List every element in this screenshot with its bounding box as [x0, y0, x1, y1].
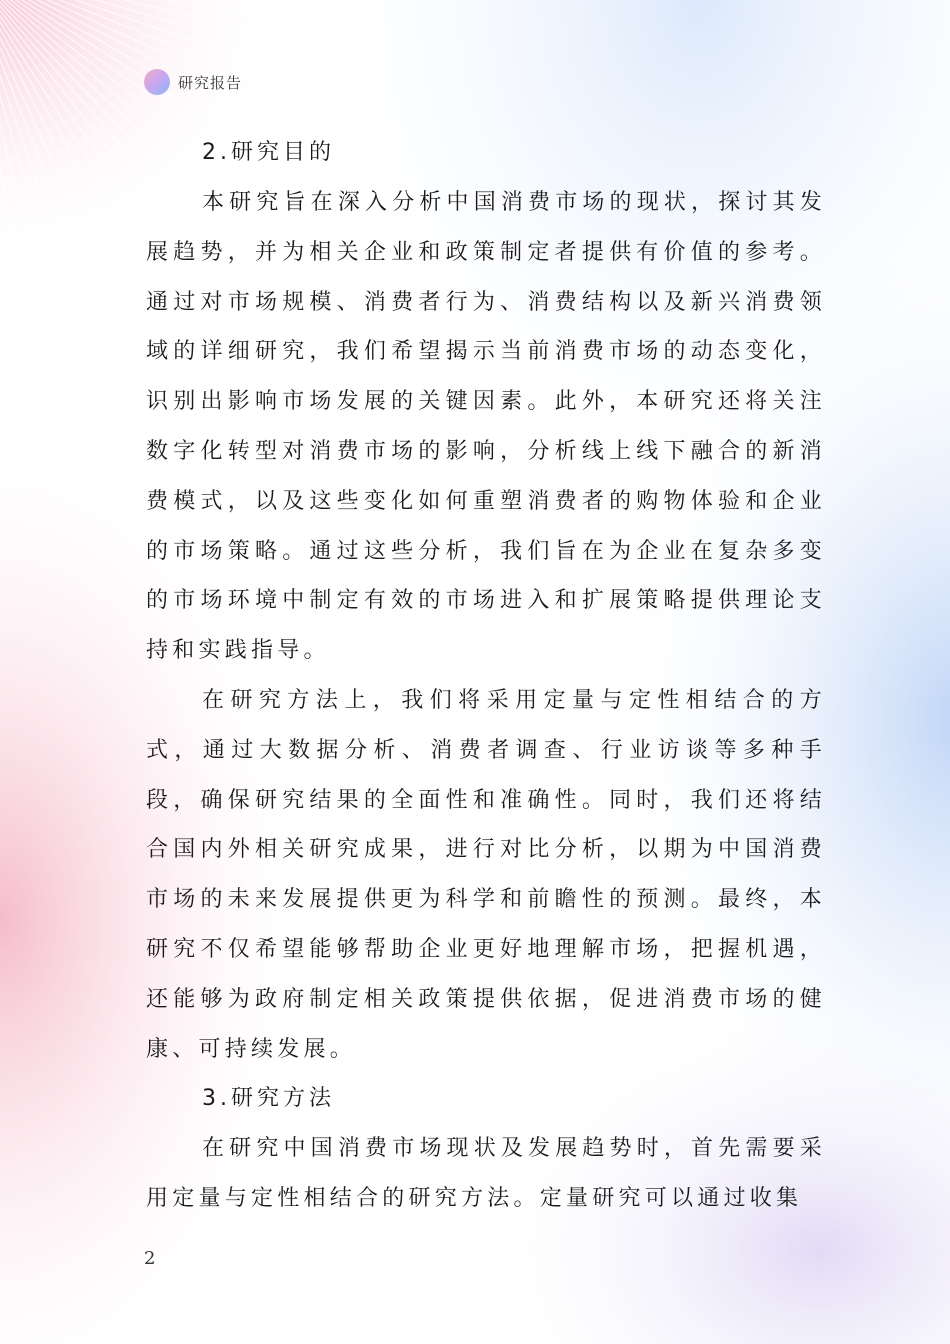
- section-heading-research-purpose: 2.研究目的: [202, 140, 335, 165]
- page-number: 2: [144, 1248, 156, 1269]
- logo-circle-icon: [144, 69, 170, 95]
- paragraph: 在研究中国消费市场现状及发展趋势时，首先需要采用定量与定性相结合的研究方法。定量研究可以通过收集: [146, 1136, 826, 1212]
- paragraph: 在研究方法上，我们将采用定量与定性相结合的方式，通过大数据分析、消费者调查、行业访谈等多种手段，确保研究结果的全面性和准确性。同时，我们还将结合国内外相关研究成果，进行对比分析，以期为中国消费市场的未来发展提供更为科学和前瞻性的预测。最终，本研究不仅希望能够帮助企业更好地理解市场，把握机遇，还能够为政府制定相关政策提供依据，促进消费市场的健康、可持续发展。: [146, 687, 826, 1062]
- header-title: 研究报告: [178, 73, 243, 92]
- section-heading-research-method: 3.研究方法: [202, 1086, 335, 1112]
- document-body: [146, 128, 826, 1224]
- paragraph: 本研究旨在深入分析中国消费市场的现状，探讨其发展趋势，并为相关企业和政策制定者提供有价值的参考。通过对市场规模、消费者行为、消费结构以及新兴消费领域的详细研究，我们希望揭示当前消费市场的动态变化，识别出影响市场发展的关键因素。此外，本研究还将关注数字化转型对消费市场的影响，分析线上线下融合的新消费模式，以及这些变化如何重塑消费者的购物体验和企业的市场策略。通过这些分析，我们旨在为企业在复杂多变的市场环境中制定有效的市场进入和扩展策略提供理论支持和实践指导。: [146, 190, 826, 664]
- page-header: [144, 68, 242, 96]
